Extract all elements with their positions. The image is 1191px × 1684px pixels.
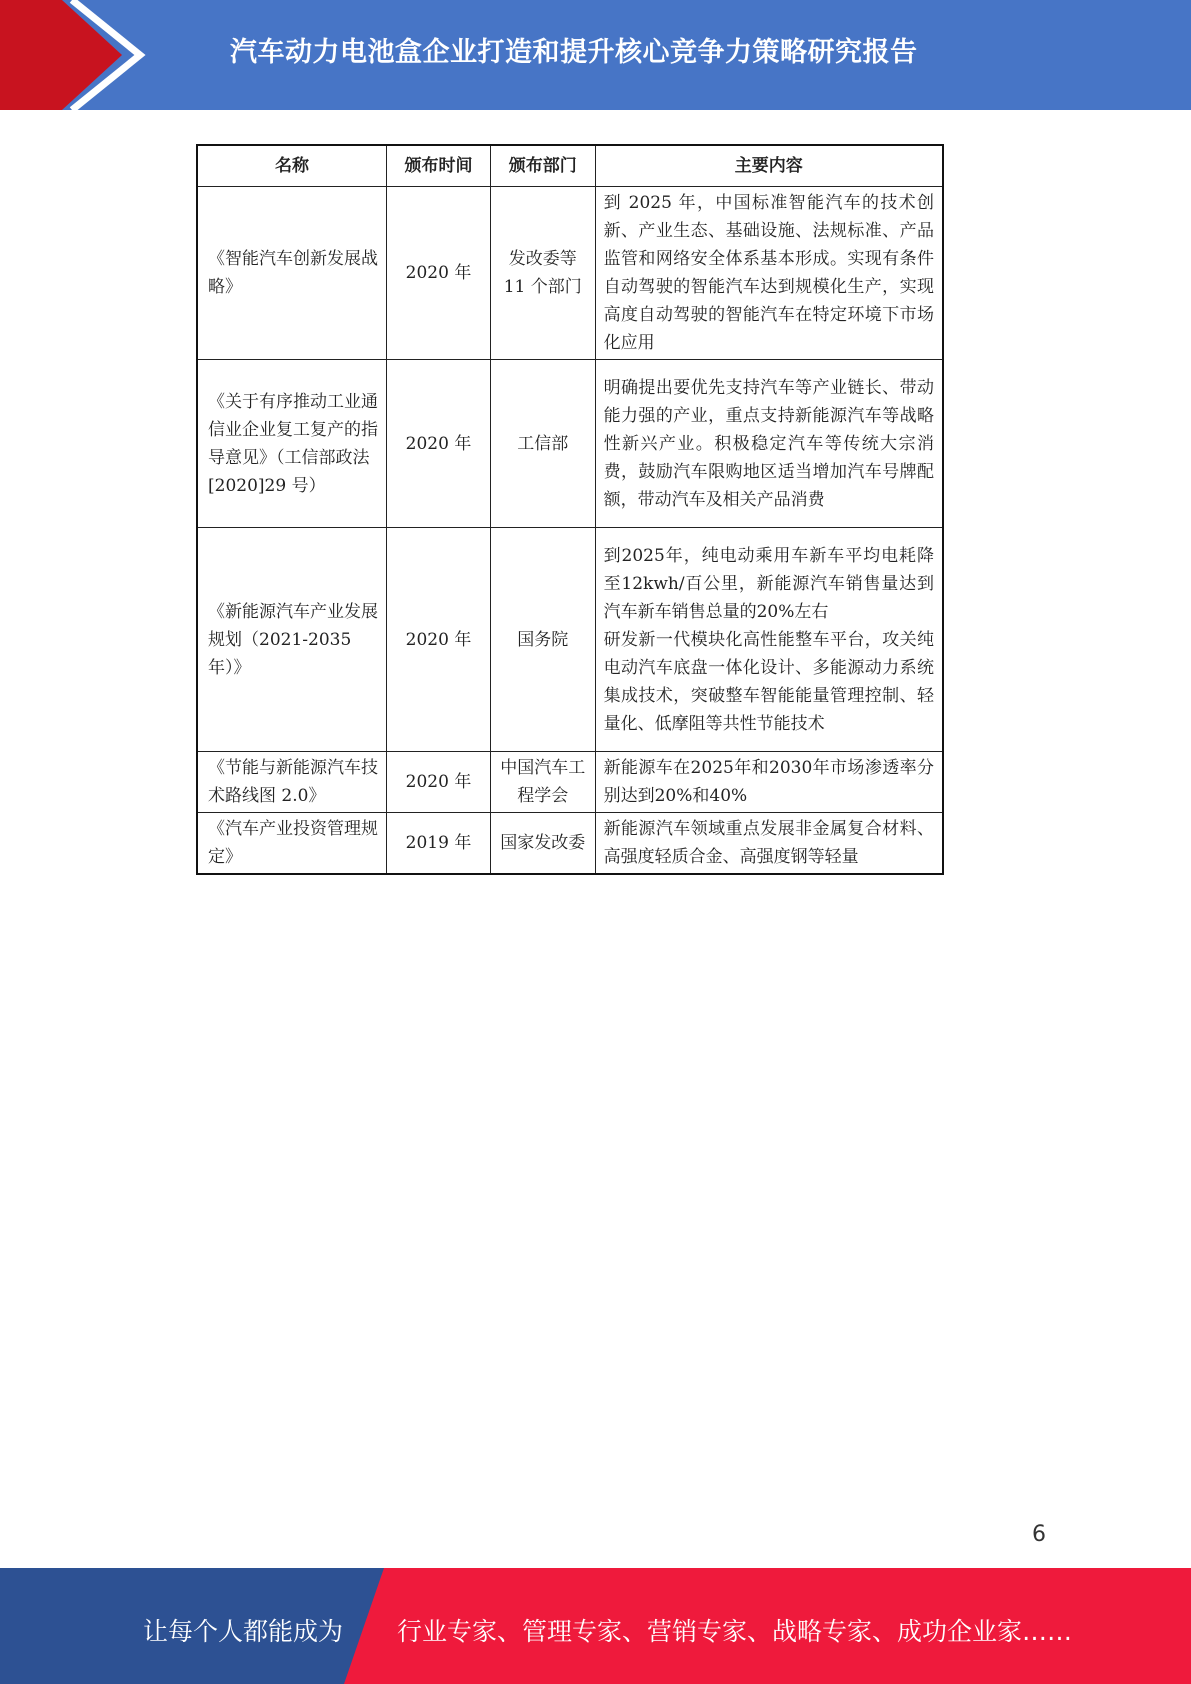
- policy-content: 明确提出要优先支持汽车等产业链长、带动能力强的产业，重点支持新能源汽车等战略性新兴产业。积极稳定汽车等传统大宗消费，鼓励汽车限购地区适当增加汽车号牌配额，带动汽车及相关产品消费: [595, 360, 943, 528]
- policy-content: 新能源车在2025年和2030年市场渗透率分别达到20%和40%: [595, 752, 943, 813]
- column-header-dept: 颁布部门: [490, 145, 595, 187]
- policy-dept: 国务院: [490, 528, 595, 752]
- policy-dept: 工信部: [490, 360, 595, 528]
- header-arrow-decoration: [0, 0, 160, 110]
- policy-content: 到 2025 年，中国标准智能汽车的技术创新、产业生态、基础设施、法规标准、产品监管和网络安全体系基本形成。实现有条件自动驾驶的智能汽车达到规模化生产，实现高度自动驾驶的智能汽车在特定环境下市场化应用: [595, 187, 943, 360]
- footer-slogan-right: 行业专家、管理专家、营销专家、战略专家、成功企业家……: [397, 1617, 1073, 1646]
- page-footer: [0, 1568, 1191, 1684]
- table-row: [197, 528, 943, 752]
- policy-year: 2020 年: [387, 187, 491, 360]
- table-row: [197, 752, 943, 813]
- policy-table: [196, 144, 944, 875]
- table-header-row: [197, 145, 943, 187]
- column-header-content: 主要内容: [595, 145, 943, 187]
- column-header-name: 名称: [197, 145, 387, 187]
- policy-year: 2020 年: [387, 528, 491, 752]
- policy-dept: 发改委等 11 个部门: [490, 187, 595, 360]
- page-number: 6: [1032, 1522, 1046, 1547]
- policy-name: 《节能与新能源汽车技术路线图 2.0》: [197, 752, 387, 813]
- report-title: 汽车动力电池盒企业打造和提升核心竞争力策略研究报告: [230, 37, 918, 68]
- page-header: [0, 0, 1191, 110]
- policy-year: 2020 年: [387, 752, 491, 813]
- policy-year: 2019 年: [387, 813, 491, 875]
- policy-name: 《汽车产业投资管理规定》: [197, 813, 387, 875]
- policy-name: 《关于有序推动工业通信业企业复工复产的指导意见》（工信部政法[2020]29 号）: [197, 360, 387, 528]
- table-row: [197, 360, 943, 528]
- footer-slogan-left: 让每个人都能成为: [143, 1617, 344, 1646]
- column-header-year: 颁布时间: [387, 145, 491, 187]
- policy-content: 到2025年，纯电动乘用车新车平均电耗降至12kwh/百公里，新能源汽车销售量达到汽车新车销售总量的20%左右 研发新一代模块化高性能整车平台，攻关纯电动汽车底盘一体化设计、多能源动力系统集成技术，突破整车智能能量管理控制、轻量化、低摩阻等共性节能技术: [595, 528, 943, 752]
- policy-content: 新能源汽车领域重点发展非金属复合材料、高强度轻质合金、高强度钢等轻量: [595, 813, 943, 875]
- policy-year: 2020 年: [387, 360, 491, 528]
- policy-dept: 国家发改委: [490, 813, 595, 875]
- policy-name: 《智能汽车创新发展战略》: [197, 187, 387, 360]
- table-row: [197, 187, 943, 360]
- policy-name: 《新能源汽车产业发展规划（2021-2035 年）》: [197, 528, 387, 752]
- table-row: [197, 813, 943, 875]
- policy-dept: 中国汽车工程学会: [490, 752, 595, 813]
